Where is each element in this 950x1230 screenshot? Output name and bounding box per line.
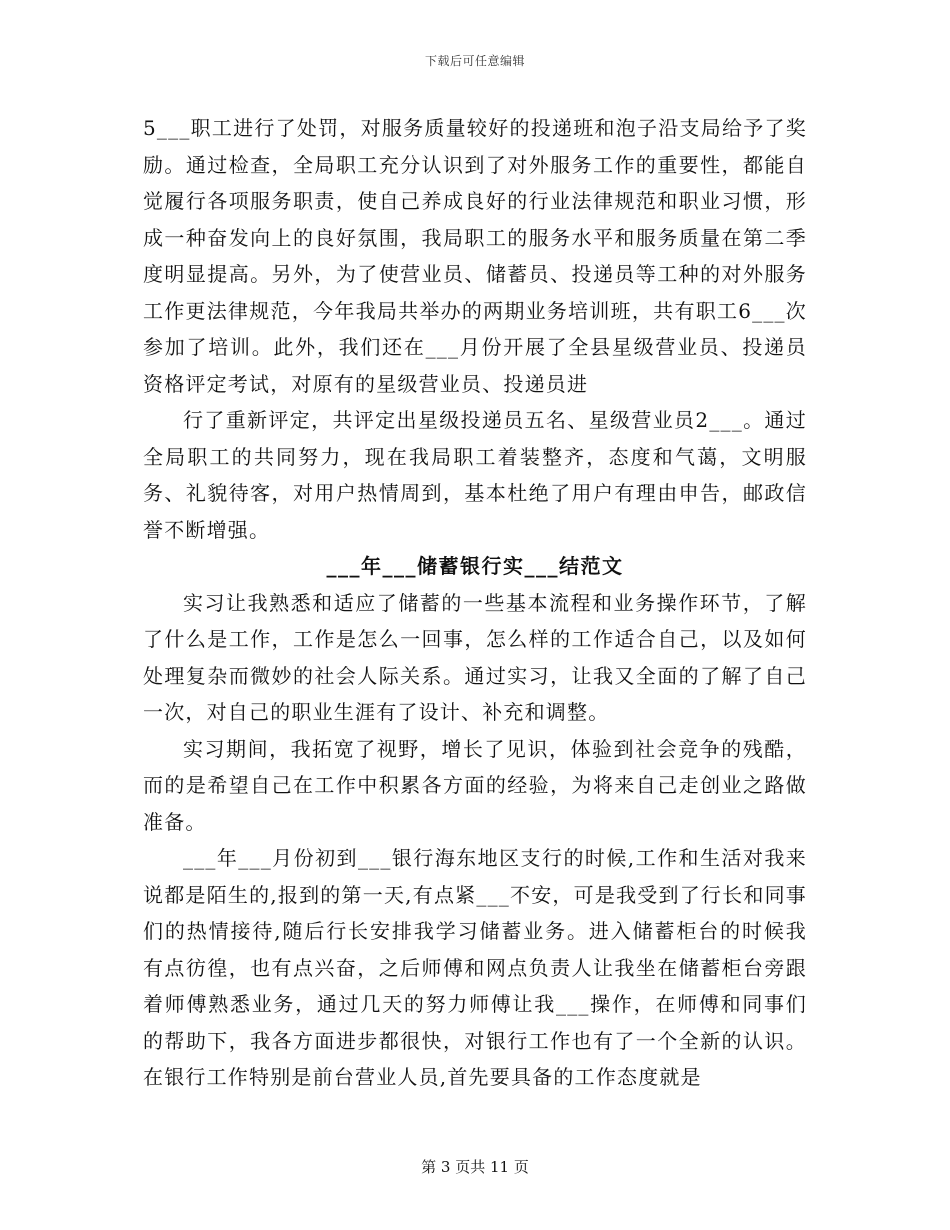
document-body	[143, 110, 807, 1096]
paragraph-evaluation: 行了重新评定，共评定出星级投递员五名、星级营业员2___。通过全局职工的共同努力，现在我局职工着装整齐，态度和气蔼，文明服务、礼貌待客，对用户热情周到，基本杜绝了用户有理由申告，邮政信誉不断增强。	[143, 408, 807, 542]
paragraph-intro: 实习让我熟悉和适应了储蓄的一些基本流程和业务操作环节，了解了什么是工作，工作是怎么一回事，怎么样的工作适合自己，以及如何处理复杂而微妙的社会人际关系。通过实习，让我又全面的了解了自己一次，对自己的职业生涯有了设计、补充和调整。	[143, 590, 807, 724]
section-title: ___年___储蓄银行实___结范文	[326, 554, 624, 578]
page-footer-number: 第 3 页共 11 页	[421, 1158, 529, 1176]
paragraph-continued: 5___职工进行了处罚，对服务质量较好的投递班和泡子沿支局给予了奖励。通过检查，全局职工充分认识到了对外服务工作的重要性，都能自觉履行各项服务职责，使自己养成良好的行业法律规范和职业习惯，形成一种奋发向上的良好氛围，我局职工的服务水平和服务质量在第二季度明显提高。另外，为了使营业员、储蓄员、投递员等工种的对外服务工作更法律规范，今年我局共举办的两期业务培训班，共有职工6___次参加了培训。此外，我们还在___月份开展了全县星级营业员、投递员资格评定考试，对原有的星级营业员、投递员进	[143, 116, 807, 396]
paragraph-arrival: ___年___月份初到___银行海东地区支行的时候,工作和生活对我来说都是陌生的,报到的第一天,有点紧___不安，可是我受到了行长和同事们的热情接待,随后行长安排我学习储蓄业务。进入储蓄柜台的时候我有点彷徨，也有点兴奋，之后师傅和网点负责人让我坐在储蓄柜台旁跟着师傅熟悉业务，通过几天的努力师傅让我___操作，在师傅和同事们的帮助下，我各方面进步都很快，对银行工作也有了一个全新的认识。在银行工作特别是前台营业人员,首先要具备的工作态度就是	[143, 846, 807, 1089]
page-header-note: 下载后可任意编辑	[424, 54, 525, 68]
paragraph-internship: 实习期间，我拓宽了视野，增长了见识，体验到社会竞争的残酷，而的是希望自己在工作中积累各方面的经验，为将来自己走创业之路做准备。	[143, 736, 807, 834]
